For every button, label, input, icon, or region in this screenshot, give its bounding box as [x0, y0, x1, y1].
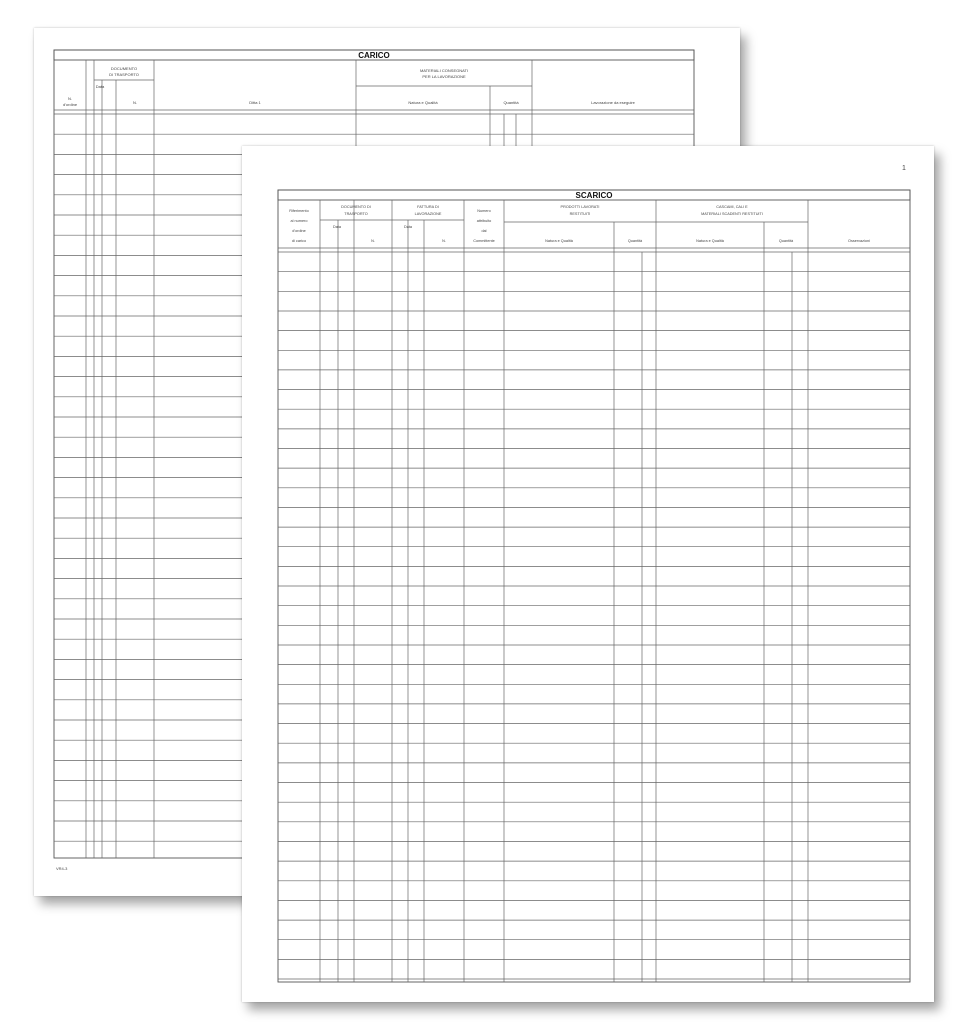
scarico-doc-num: N.	[371, 239, 375, 243]
carico-title: CARICO	[358, 51, 390, 60]
scarico-cascami-2: MATERIALI SCADENTI RESTITUITI	[701, 212, 763, 216]
scarico-col1-line4: di carico	[291, 239, 307, 243]
scarico-page-number: 1	[902, 165, 906, 172]
carico-col-n: N.	[68, 96, 72, 101]
carico-doc-trasporto-1: DOCUMENTO	[110, 66, 138, 71]
carico-col-ditta: Ditta 1	[249, 100, 261, 105]
scarico-numero-line4: Committente	[473, 239, 495, 243]
carico-col-lavorazione: Lavorazione da eseguire	[591, 100, 635, 105]
scarico-form-grid	[242, 146, 934, 1002]
carico-col-natura: Natura e Qualità	[408, 100, 438, 105]
carico-col-quantita: Quantità	[503, 100, 519, 105]
scarico-col1-line1: Riferimento	[289, 209, 309, 213]
carico-materiali-2: PER LA LAVORAZIONE	[422, 74, 466, 79]
scarico-numero-line1: Numero	[477, 209, 491, 213]
carico-footer-code: VR4-3	[56, 866, 68, 871]
scarico-prodotti-2: RESTITUITI	[569, 212, 591, 216]
carico-materiali-1: MATERIALI CONSEGNATI	[419, 68, 469, 73]
scarico-doc-trasporto-2: TRASPORTO	[344, 212, 368, 216]
scarico-col-osservazioni: Osservazioni	[848, 239, 870, 243]
scarico-doc-data: Data	[332, 225, 342, 229]
scarico-fattura-2: LAVORAZIONE	[414, 212, 442, 216]
carico-col-ordine: d'ordine	[62, 102, 78, 107]
carico-col-data: Data	[95, 84, 105, 89]
scarico-fattura-1: FATTURA DI	[417, 205, 439, 209]
carico-col-num: N.	[133, 100, 137, 105]
scarico-col-quantita: Quantità	[627, 239, 643, 243]
scarico-fattura-num: N.	[442, 239, 446, 243]
scarico-cascami-1: CASCAMI, CALI E	[716, 205, 748, 209]
scarico-sheet	[242, 146, 934, 1002]
scarico-col-quantita-2: Quantità	[778, 239, 794, 243]
scarico-col1-line2: al numero	[290, 219, 308, 223]
carico-doc-trasporto-2: DI TRASPORTO	[109, 72, 139, 77]
scarico-col-natura-2: Natura e Qualità	[696, 239, 724, 243]
scarico-prodotti-1: PRODOTTI LAVORATI	[560, 205, 600, 209]
scarico-col1-line3: d'ordine	[292, 229, 306, 233]
scarico-numero-line2: attribuito	[476, 219, 492, 223]
scarico-doc-trasporto-1: DOCUMENTO DI	[341, 205, 371, 209]
scarico-fattura-data: Data	[403, 225, 413, 229]
scarico-title: SCARICO	[575, 191, 613, 200]
scarico-numero-line3: dal	[481, 229, 487, 233]
scarico-col-natura: Natura e Qualità	[545, 239, 573, 243]
